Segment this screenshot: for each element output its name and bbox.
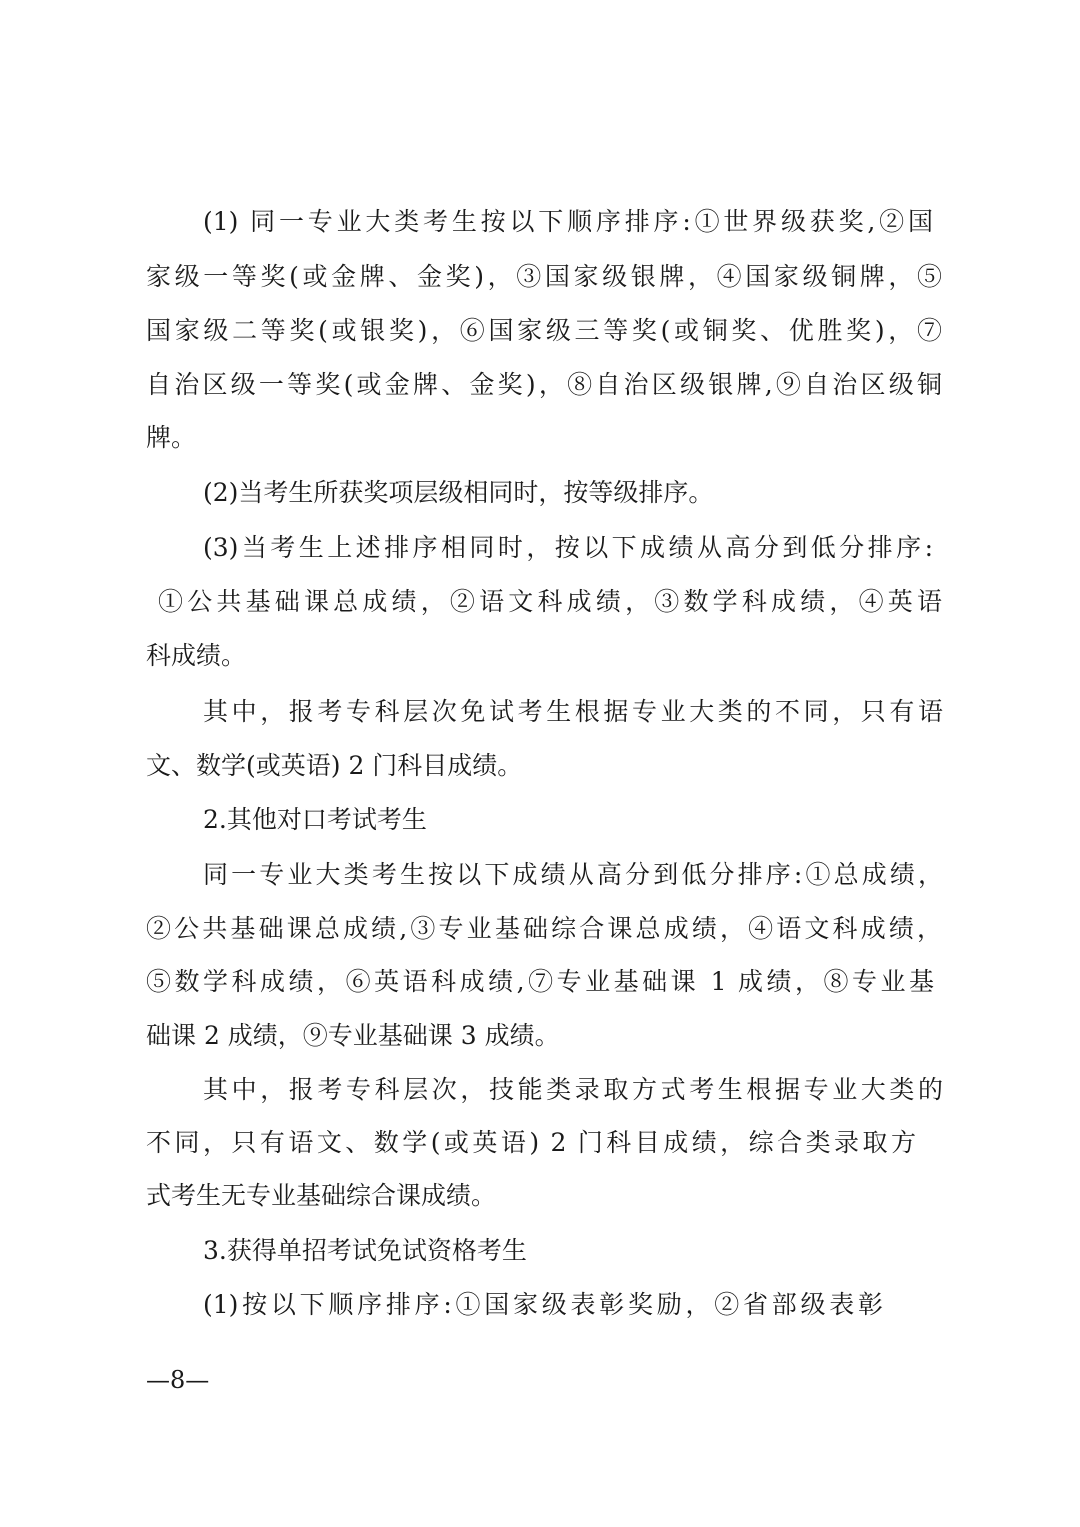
paragraph-line: 文、数学(或英语) 2 门科目成绩。 (146, 751, 523, 780)
paragraph-line: 自治区级一等奖(或金牌、金奖)，⑧自治区级银牌,⑨自治区级铜 (146, 370, 942, 399)
paragraph-line: 家级一等奖(或金牌、金奖)，③国家级银牌，④国家级铜牌，⑤ (146, 262, 942, 291)
paragraph-line: (1)按以下顺序排序:①国家级表彰奖励，②省部级表彰 (203, 1290, 883, 1319)
paragraph-line: 牌。 (146, 423, 197, 452)
paragraph-line: (1) 同一专业大类考生按以下顺序排序:①世界级获奖,②国 (203, 207, 933, 236)
paragraph-line: 不同，只有语文、数学(或英语) 2 门科目成绩，综合类录取方 (146, 1128, 916, 1157)
paragraph-line: 同一专业大类考生按以下成绩从高分到低分排序:①总成绩， (203, 860, 943, 889)
paragraph-line: 国家级二等奖(或银奖)，⑥国家级三等奖(或铜奖、优胜奖)，⑦ (146, 316, 942, 345)
paragraph-line: (2)当考生所获奖项层级相同时，按等级排序。 (203, 478, 714, 507)
paragraph-line: ②公共基础课总成绩,③专业基础综合课总成绩，④语文科成绩， (146, 914, 942, 943)
paragraph-line: ①公共基础课总成绩，②语文科成绩，③数学科成绩，④英语 (158, 587, 942, 616)
page-number: —8— (146, 1366, 210, 1394)
section-heading: 2.其他对口考试考生 (203, 805, 427, 834)
paragraph-line: (3)当考生上述排序相同时，按以下成绩从高分到低分排序: (203, 533, 933, 562)
paragraph-line: 其中，报考专科层次，技能类录取方式考生根据专业大类的 (203, 1075, 943, 1104)
paragraph-line: ⑤数学科成绩，⑥英语科成绩,⑦专业基础课 1 成绩，⑧专业基 (146, 967, 934, 996)
section-heading: 3.获得单招考试免试资格考生 (203, 1236, 527, 1265)
paragraph-line: 科成绩。 (146, 641, 247, 670)
paragraph-line: 式考生无专业基础综合课成绩。 (146, 1181, 497, 1210)
paragraph-line: 础课 2 成绩，⑨专业基础课 3 成绩。 (146, 1021, 560, 1050)
paragraph-line: 其中，报考专科层次免试考生根据专业大类的不同，只有语 (203, 697, 943, 726)
